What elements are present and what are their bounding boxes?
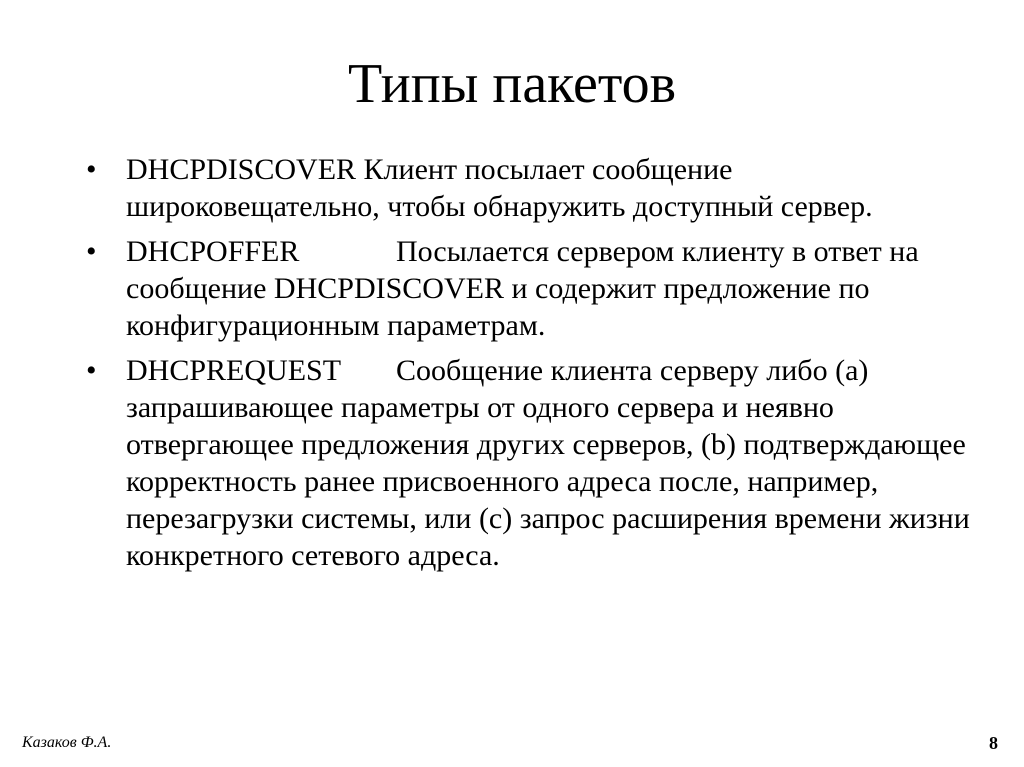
bullet-item-dhcpdiscover	[86, 151, 986, 225]
bullet-item-dhcprequest	[86, 352, 986, 574]
packet-description: Сообщение клиента серверу либо (a) запрашивающее параметры от одного сервера и неявно отвергающее предложения других серверов, (b) подтверждающее корректность ранее присвоенного адреса после, например, перезагрузки системы, или (c) запрос расширения времени жизни конкретного сетевого адреса.	[126, 354, 970, 572]
bullet-icon: •	[86, 235, 97, 268]
bullet-text	[126, 233, 986, 344]
footer-author: Казаков Ф.А.	[22, 734, 112, 751]
bullet-text	[126, 151, 986, 225]
packet-term: DHCPDISCOVER	[126, 153, 357, 186]
bullet-text	[126, 352, 986, 574]
packet-description: Клиент посылает сообщение широковещательно, чтобы обнаружить доступный сервер.	[126, 153, 873, 223]
bullet-item-dhcpoffer	[86, 233, 986, 344]
bullet-icon: •	[86, 153, 97, 186]
bullet-list	[86, 151, 986, 582]
slide-title: Типы пакетов	[347, 53, 677, 115]
packet-term: DHCPREQUEST	[126, 354, 342, 387]
packet-term: DHCPOFFER	[126, 235, 300, 268]
packet-description: Посылается сервером клиенту в ответ на сообщение DHCPDISCOVER и содержит предложение по конфигурационным параметрам.	[126, 235, 919, 342]
bullet-icon: •	[86, 354, 97, 387]
page-number: 8	[989, 733, 998, 753]
